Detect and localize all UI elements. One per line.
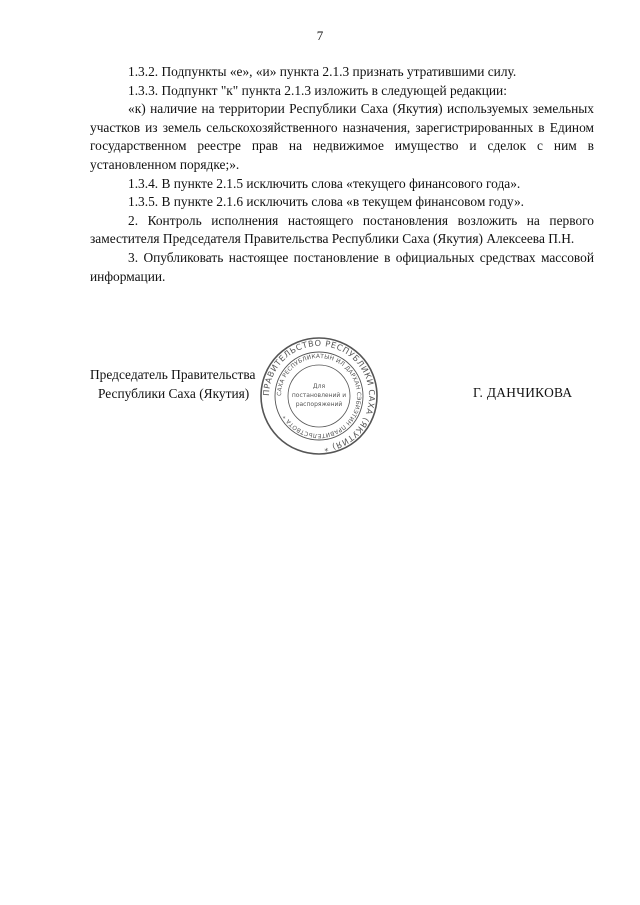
- seal-outer-text: ПРАВИТЕЛЬСТВО РЕСПУБЛИКИ САХА (ЯКУТИЯ) *: [260, 337, 378, 454]
- seal-center-line2: постановлений и: [291, 392, 347, 399]
- paragraph-2-control: 2. Контроль исполнения настоящего постановления возложить на первого заместителя Председателя Правительства Республики Саха (Якутия) Алексеева П.Н.: [90, 212, 594, 247]
- seal-inner-text: САХА РЕСПУБЛИКАТЫН ИЛ ДАРХАН СЭБИЭТИН ПРАВИТЕЛЬСТВОТА *: [276, 353, 362, 439]
- signatory-title-line1: Председатель Правительства: [90, 367, 256, 382]
- signatory-name: Г. ДАНЧИКОВА: [473, 385, 573, 400]
- paragraph-1-3-3: 1.3.3. Подпункт "к" пункта 2.1.3 изложить в следующей редакции:: [128, 82, 507, 98]
- seal-center-line3: распоряжений: [295, 401, 343, 408]
- signatory-title-line2: Республики Саха (Якутия): [98, 385, 250, 401]
- paragraph-3-publish: 3. Опубликовать настоящее постановление в официальных средствах массовой информации.: [90, 249, 594, 284]
- paragraph-1-3-4: 1.3.4. В пункте 2.1.5 исключить слова «текущего финансового года».: [128, 175, 521, 191]
- paragraph-k-quote: «к) наличие на территории Республики Саха (Якутия) используемых земельных участков из земель сельскохозяйственного назначения, зарегистрированных в Едином государственном реестре прав на недвижимое имущество и сделок с ним в установленном порядке;».: [90, 101, 594, 172]
- page-number: 7: [316, 28, 324, 43]
- seal-center-line1: Для: [312, 383, 326, 390]
- paragraph-1-3-5: 1.3.5. В пункте 2.1.6 исключить слова «в текущем финансовом году».: [128, 194, 524, 210]
- document-body: [90, 63, 594, 286]
- official-seal: [259, 336, 379, 456]
- paragraph-1-3-2: 1.3.2. Подпункты «е», «и» пункта 2.1.3 признать утратившими силу.: [128, 64, 517, 79]
- signatory-title: [90, 366, 255, 403]
